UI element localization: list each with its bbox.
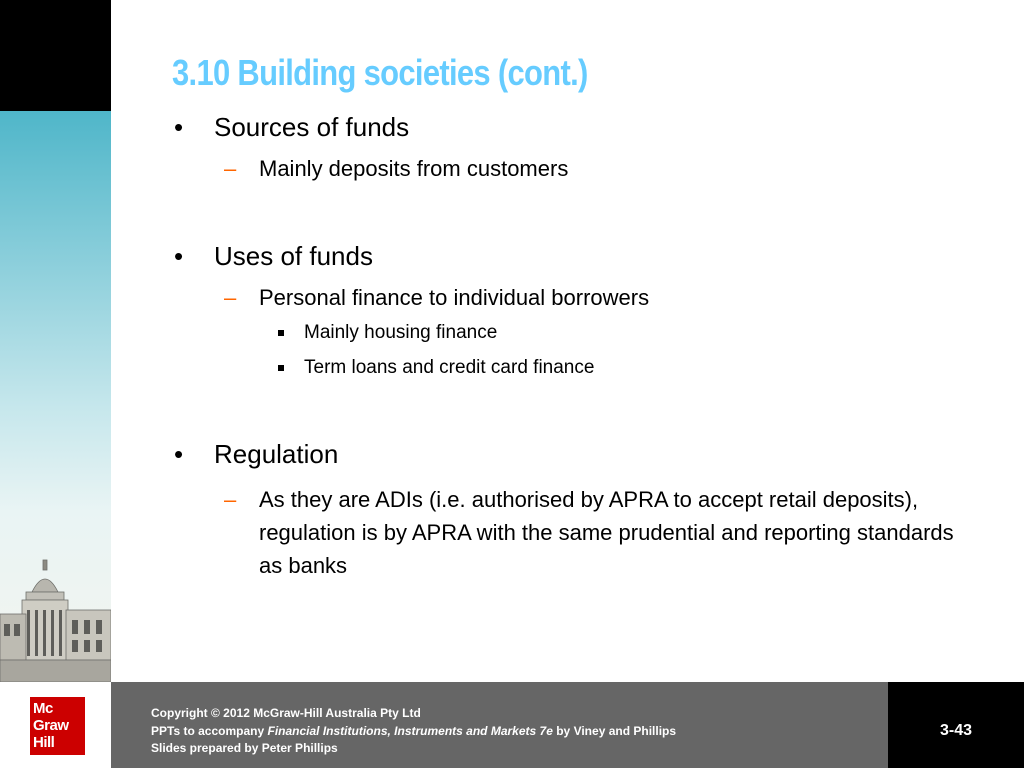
sub-sub-bullet-item (304, 322, 497, 344)
dash-marker: – (224, 487, 237, 512)
square-bullet-icon (278, 330, 284, 336)
sub-sub-bullet-text: Mainly housing finance (304, 322, 498, 343)
bullet-text: Sources of funds (214, 112, 410, 142)
sub-bullet-text: Personal finance to individual borrowers (259, 285, 650, 310)
logo-line: Mc (33, 700, 53, 717)
bullet-marker: • (174, 241, 184, 271)
bullet-item (174, 439, 339, 470)
logo-line: Hill (33, 734, 55, 751)
square-bullet-icon (278, 365, 284, 371)
slide-title: 3.10 Building societies (cont.) (172, 52, 588, 93)
logo-area (0, 682, 111, 768)
mcgraw-hill-logo (30, 697, 85, 755)
sub-bullet-item (224, 483, 959, 582)
sub-bullet-text: As they are ADIs (i.e. authorised by APRA to accept retail deposits), regulation is by APRA with the same prudential and reporting standards as banks (259, 487, 954, 578)
bullet-marker: • (174, 112, 184, 142)
corner-block (0, 0, 111, 111)
dash-marker: – (224, 156, 237, 181)
copyright-bar (111, 682, 888, 768)
prepared-by-line: Slides prepared by Peter Phillips (151, 741, 338, 755)
dash-marker: – (224, 285, 237, 310)
decorative-side-band (0, 111, 111, 682)
accompany-suffix: by Viney and Phillips (552, 724, 677, 738)
bullet-marker: • (174, 439, 184, 469)
accompany-line (151, 724, 676, 738)
logo-line: Graw (33, 717, 69, 734)
sub-bullet-item (224, 285, 650, 311)
bullet-text: Regulation (214, 439, 339, 469)
accompany-prefix: PPTs to accompany (151, 724, 268, 738)
copyright-line: Copyright © 2012 McGraw-Hill Australia Pty Ltd (151, 706, 421, 720)
sub-sub-bullet-item (304, 357, 594, 379)
sub-bullet-text: Mainly deposits from customers (259, 156, 569, 181)
page-number: 3-43 (939, 722, 973, 739)
bullet-text: Uses of funds (214, 241, 373, 271)
slide-footer (0, 682, 1024, 768)
sub-sub-bullet-text: Term loans and credit card finance (304, 357, 595, 378)
book-title: Financial Institutions, Instruments and Markets 7e (267, 724, 553, 738)
bullet-item (174, 112, 410, 143)
page-number-box (888, 682, 1024, 768)
bullet-item (174, 241, 373, 272)
building-illustration-icon (0, 552, 111, 682)
sub-bullet-item (224, 156, 569, 182)
